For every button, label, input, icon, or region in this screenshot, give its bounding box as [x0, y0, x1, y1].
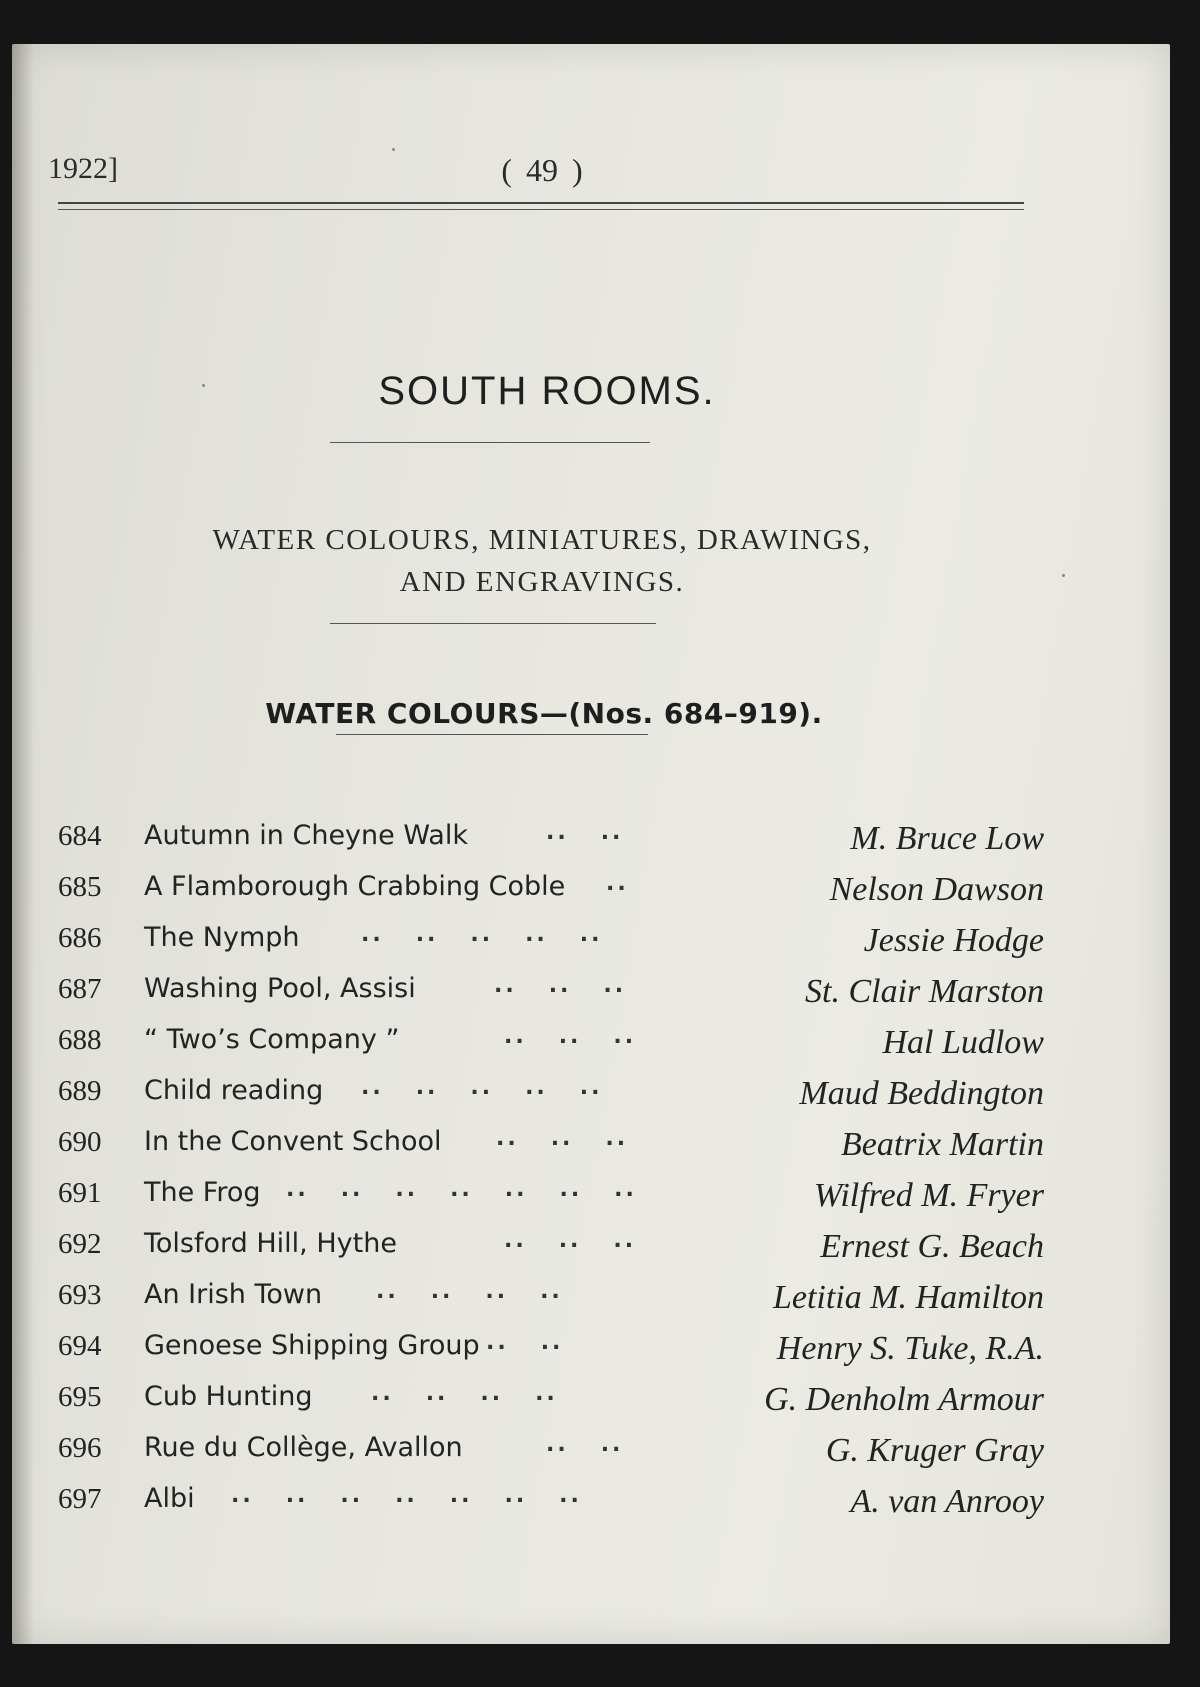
entry-artist: Jessie Hodge — [863, 922, 1044, 959]
dot-leader: .. .. .. .. .. — [361, 922, 603, 947]
header-double-rule — [58, 202, 1024, 210]
page-number — [462, 152, 622, 189]
entry-number: 684 — [58, 820, 102, 852]
entry-number: 693 — [58, 1279, 102, 1311]
catalogue-entry — [46, 1381, 1046, 1432]
entry-artist: St. Clair Marston — [805, 973, 1044, 1010]
entry-number: 695 — [58, 1381, 102, 1413]
catalogue-entry — [46, 922, 1046, 973]
close-paren: ) — [572, 152, 583, 188]
entry-number: 697 — [58, 1483, 102, 1515]
catalogue-entry — [46, 820, 1046, 871]
entry-artist: M. Bruce Low — [850, 820, 1044, 857]
catalogue-page — [12, 44, 1170, 1644]
entry-artist: Hal Ludlow — [882, 1024, 1044, 1061]
entry-artist: Letitia M. Hamilton — [772, 1279, 1044, 1316]
dot-leader: .. .. .. .. — [371, 1381, 558, 1406]
entry-title: Washing Pool, Assisi — [144, 973, 416, 1004]
entry-title: Autumn in Cheyne Walk — [144, 820, 468, 851]
entry-number: 688 — [58, 1024, 102, 1056]
entry-number: 687 — [58, 973, 102, 1005]
entry-number: 696 — [58, 1432, 102, 1464]
dot-leader: .. .. .. — [504, 1228, 637, 1253]
page-title: SOUTH ROOMS. — [378, 369, 716, 413]
entry-artist: Beatrix Martin — [840, 1126, 1044, 1163]
dot-leader: .. .. .. .. .. .. .. — [231, 1483, 582, 1508]
catalogue-entry — [46, 973, 1046, 1024]
entry-title: In the Convent School — [144, 1126, 442, 1157]
catalogue-entry — [46, 1126, 1046, 1177]
entry-title: An Irish Town — [144, 1279, 323, 1310]
dot-leader: .. — [606, 871, 629, 896]
section-heading: WATER COLOURS—(Nos. 684–919). — [265, 697, 823, 730]
dot-leader: .. .. .. .. — [376, 1279, 563, 1304]
dot-leader: .. .. .. .. .. .. .. — [286, 1177, 637, 1202]
entry-title: A Flamborough Crabbing Coble — [144, 871, 566, 902]
entry-artist: G. Kruger Gray — [825, 1432, 1044, 1469]
entry-artist: A. van Anrooy — [850, 1483, 1044, 1520]
open-paren: ( — [501, 152, 512, 188]
entry-number: 690 — [58, 1126, 102, 1158]
entry-title: Child reading — [144, 1075, 324, 1106]
divider-rule — [336, 734, 648, 735]
entry-title: The Frog — [144, 1177, 261, 1208]
entry-title: The Nymph — [144, 922, 300, 953]
catalogue-entry — [46, 1075, 1046, 1126]
catalogue-entry — [46, 871, 1046, 922]
running-head-year: 1922] — [48, 152, 118, 185]
catalogue-entry — [46, 1279, 1046, 1330]
dot-leader: .. .. — [546, 1432, 624, 1457]
entry-number: 692 — [58, 1228, 102, 1260]
entry-title: Rue du Collège, Avallon — [144, 1432, 463, 1463]
entry-artist: Wilfred M. Fryer — [813, 1177, 1044, 1214]
catalogue-entries — [46, 820, 1046, 1534]
dot-leader: .. .. — [486, 1330, 564, 1355]
dot-leader: .. .. .. — [496, 1126, 629, 1151]
subtitle-line-2: AND ENGRAVINGS. — [399, 566, 685, 598]
entry-title: Albi — [144, 1483, 195, 1514]
catalogue-entry — [46, 1330, 1046, 1381]
divider-rule — [330, 442, 650, 443]
dot-leader: .. .. .. .. .. — [361, 1075, 603, 1100]
subtitle-line-1: WATER COLOURS, MINIATURES, DRAWINGS, — [212, 524, 872, 556]
divider-rule — [330, 623, 656, 624]
entry-artist: Ernest G. Beach — [820, 1228, 1044, 1265]
entry-title: Tolsford Hill, Hythe — [144, 1228, 397, 1259]
entry-number: 694 — [58, 1330, 102, 1362]
catalogue-entry — [46, 1024, 1046, 1075]
entry-artist: Nelson Dawson — [829, 871, 1044, 908]
catalogue-entry — [46, 1177, 1046, 1228]
catalogue-entry — [46, 1228, 1046, 1279]
entry-number: 689 — [58, 1075, 102, 1107]
entry-title: “ Two’s Company ” — [144, 1024, 400, 1055]
dot-leader: .. .. .. — [504, 1024, 637, 1049]
entry-title: Cub Hunting — [144, 1381, 313, 1412]
dot-leader: .. .. — [546, 820, 624, 845]
entry-number: 686 — [58, 922, 102, 954]
entry-artist: G. Denholm Armour — [764, 1381, 1044, 1418]
entry-artist: Henry S. Tuke, R.A. — [776, 1330, 1044, 1367]
dot-leader: .. .. .. — [494, 973, 627, 998]
entry-title: Genoese Shipping Group — [144, 1330, 480, 1361]
catalogue-entry — [46, 1432, 1046, 1483]
paper-speck — [392, 148, 395, 151]
entry-number: 691 — [58, 1177, 102, 1209]
entry-artist: Maud Beddington — [799, 1075, 1044, 1112]
page-edge-shadow — [12, 44, 34, 1644]
page-number-value: 49 — [526, 152, 558, 188]
entry-number: 685 — [58, 871, 102, 903]
catalogue-entry — [46, 1483, 1046, 1534]
